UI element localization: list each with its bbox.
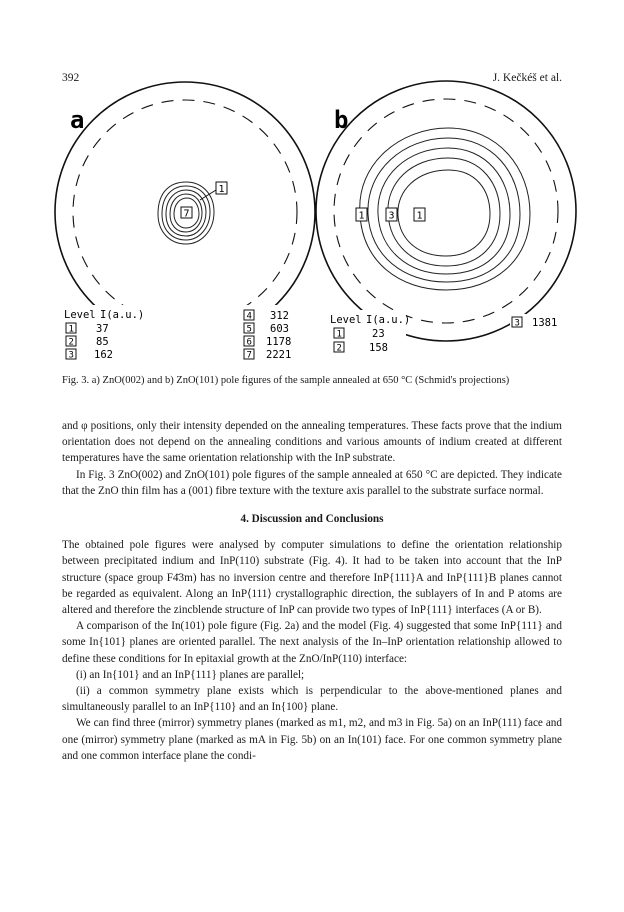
- legend-intensity-header-a: I(a.u.): [100, 309, 145, 321]
- legend-row: [512, 317, 557, 329]
- paragraph: The obtained pole figures were analysed by computer simulations to define the orientation relationship between precipitated indium and InP(110) substrate (Fig. 4). It had to be taken into account that the InP structure (space group F4̄3m) has no inversion centre and therefore InP{111}A and InP{111}B planes cannot be regarded as equivalent. Along an InP⟨111⟩ crystallographic direction, the sublayers of In and P atoms are altered and therefore the zincblende structure of InP can provide two types of InP{111} interfaces (A or B).: [62, 539, 562, 617]
- paragraph: In Fig. 3 ZnO(002) and ZnO(101) pole figures of the sample annealed at 650 °C are depicted. They indicate that the ZnO thin film has a (001) fibre texture with the texture axis parallel to the substrate surface normal.: [62, 468, 562, 497]
- section-heading: 4. Discussion and Conclusions: [240, 513, 384, 526]
- legend-level-value: 23: [372, 328, 385, 340]
- legend-level-num: 1: [336, 329, 342, 340]
- level-box-label: 1: [218, 184, 225, 195]
- level-box-label: 3: [388, 210, 395, 222]
- pole-figure-a: [55, 82, 315, 365]
- legend-level-num: 3: [514, 318, 520, 329]
- legend-level-num: 3: [68, 350, 74, 361]
- paragraph: A comparison of the In(101) pole figure (Fig. 2a) and the model (Fig. 4) suggested that some InP{111} and some In{101} planes are oriented parallel. The next analysis of the In–InP orientation relationship allowed to define these conditions for In epitaxial growth at the ZnO/InP(110) interface:: [62, 620, 562, 665]
- page-number: 392: [62, 72, 80, 84]
- legend-level-num: 4: [246, 311, 252, 322]
- running-header-authors: J. Kečkéš et al.: [492, 72, 562, 84]
- list-item: (i) an In{101} and an InP{111} planes are parallel;: [76, 668, 305, 681]
- legend-level-value: 312: [270, 310, 289, 322]
- legend-intensity-header-b: I(a.u.): [366, 314, 411, 326]
- legend-level-num: 6: [246, 337, 252, 348]
- legend-row: [244, 336, 291, 348]
- contour-lines-b: [360, 128, 530, 290]
- paragraph: and φ positions, only their intensity depended on the annealing temperatures. These facts prove that the indium orientation does not depend on the annealing conditions and various amounts of indium created at different temperatures have the same orientation relationship with the InP substrate.: [62, 420, 562, 465]
- figure-caption: Fig. 3. a) ZnO(002) and b) ZnO(101) pole figures of the sample annealed at 650 °C (Schmid's projections): [62, 375, 510, 386]
- legend-level-num: 1: [68, 324, 74, 335]
- paragraph: We can find three (mirror) symmetry planes (marked as m1, m2, and m3 in Fig. 5a) on an InP(111) face and one (mirror) symmetry plane (marked as mA in Fig. 5b) on an In(101) face. For one common symmetry plane and one common interface plane the condi-: [62, 717, 562, 762]
- legend-level-value: 603: [270, 323, 289, 335]
- panel-label-b: b: [334, 106, 349, 134]
- legend-level-value: 162: [94, 349, 113, 361]
- panel-label-a: a: [70, 106, 85, 134]
- legend-level-value: 158: [369, 342, 388, 354]
- legend-level-num: 7: [246, 350, 252, 361]
- legend-level-num: 5: [246, 324, 252, 335]
- legend-level-value: 1178: [266, 336, 292, 348]
- legend-level-value: 85: [96, 336, 109, 348]
- legend-level-value: 37: [96, 323, 109, 335]
- legend-level-value: 2221: [266, 349, 292, 361]
- level-box-label: 1: [416, 210, 423, 222]
- body-text: [62, 418, 562, 764]
- level-box-label: 1: [358, 210, 365, 222]
- legend-level-header-a: Level: [64, 309, 96, 321]
- legend-level-value: 1381: [532, 317, 558, 329]
- legend-level-header-b: Level: [330, 314, 362, 326]
- legend-level-num: 2: [336, 343, 342, 354]
- figure-3: [0, 0, 624, 420]
- projection-circle-b: [316, 81, 576, 341]
- level-box-label: 7: [183, 208, 190, 220]
- list-item: (ii) a common symmetry plane exists which is perpendicular to the above-mentioned planes and simultaneously parallel to an InP{110} and an In{100} plane.: [62, 685, 562, 714]
- legend-row: [244, 349, 291, 361]
- legend-level-num: 2: [68, 337, 74, 348]
- pole-figure-b: [316, 81, 576, 358]
